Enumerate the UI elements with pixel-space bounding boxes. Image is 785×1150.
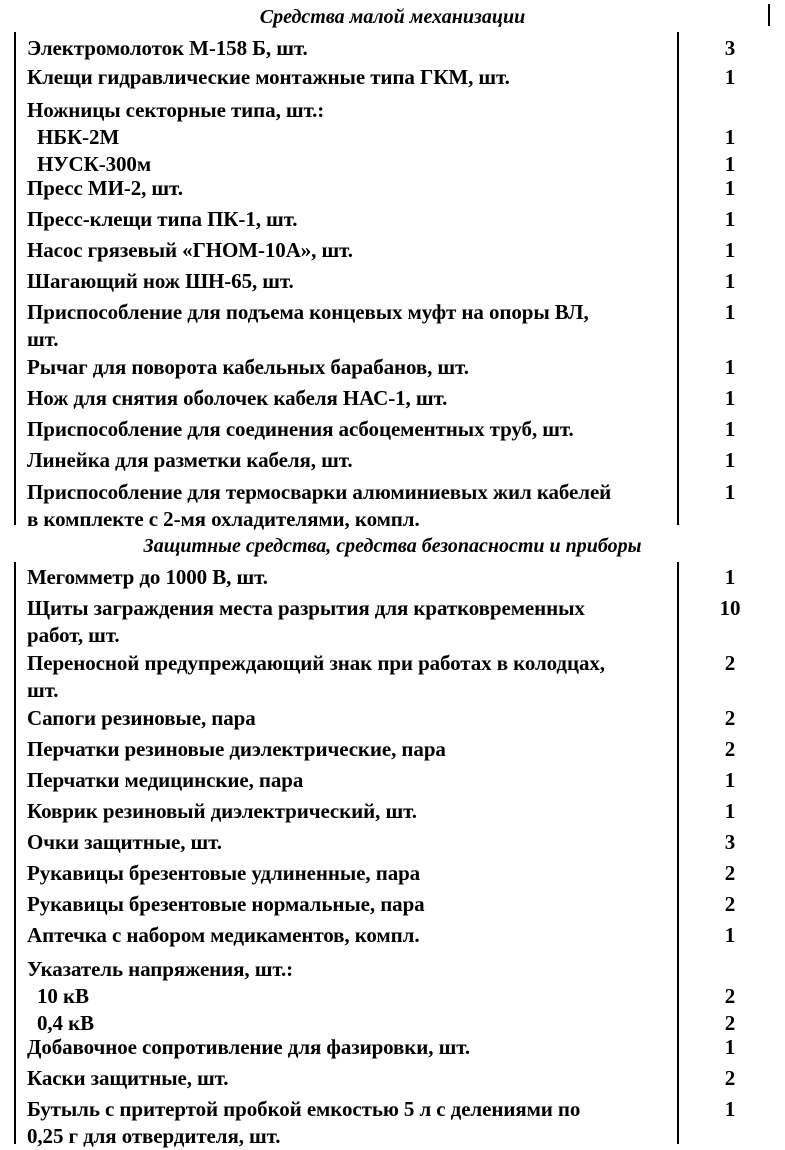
item-name [27, 564, 677, 591]
item-name-line: НБК-2М [37, 125, 120, 149]
item-quantity [690, 860, 770, 887]
item-quantity [690, 97, 770, 178]
item-name-line: 0,4 кВ [37, 1011, 95, 1035]
item-name-line: 10 кВ [37, 984, 89, 1008]
item-name-line: Указатель напряжения, шт.: [27, 957, 294, 981]
item-name-line: Бутыль с притертой пробкой емкостью 5 л с делениями по [27, 1097, 581, 1121]
item-name [27, 447, 677, 474]
item-quantity-value: 1 [724, 238, 736, 262]
item-quantity-value: 2 [724, 984, 736, 1008]
item-quantity-value: 1 [724, 300, 736, 324]
item-name-line: Рычаг для поворота кабельных барабанов, шт. [27, 355, 469, 379]
item-quantity [690, 650, 770, 677]
item-quantity [690, 829, 770, 856]
item-name-line: Приспособление для подъема концевых муфт на опоры ВЛ, [27, 300, 589, 324]
column-rule-middle-top [677, 32, 679, 525]
item-name [27, 595, 677, 649]
item-quantity-value: 1 [724, 448, 736, 472]
item-name [27, 956, 677, 1037]
item-quantity-value: 1 [724, 355, 736, 379]
item-name [27, 829, 677, 856]
item-name [27, 891, 677, 918]
item-name-line: Добавочное сопротивление для фазировки, шт. [27, 1035, 470, 1059]
item-quantity-value [690, 97, 770, 124]
section-title: Средства малой механизации [259, 6, 526, 28]
item-quantity-value: 1 [724, 768, 736, 792]
item-name [27, 1034, 677, 1061]
item-name-line: в комплекте с 2-мя охладителями, компл. [27, 507, 420, 531]
item-quantity [690, 595, 770, 622]
item-quantity-value: 1 [724, 417, 736, 441]
item-name-line: Пресс-клещи типа ПК-1, шт. [27, 207, 298, 231]
item-name-line: работ, шт. [27, 623, 120, 647]
item-name-line: Приспособление для соединения асбоцементных труб, шт. [27, 417, 574, 441]
item-name [27, 922, 677, 949]
item-name-line: Пресс МИ-2, шт. [27, 176, 183, 200]
item-quantity [690, 1034, 770, 1061]
item-name-line: шт. [27, 327, 59, 351]
item-quantity-value: 1 [724, 1097, 736, 1121]
item-quantity-value: 1 [724, 799, 736, 823]
item-name-line: Очки защитные, шт. [27, 830, 222, 854]
item-name-line: Перчатки медицинские, пара [27, 768, 304, 792]
item-quantity-value: 1 [724, 1035, 736, 1059]
item-quantity-value: 2 [724, 706, 736, 730]
item-quantity [690, 564, 770, 591]
item-quantity-value: 3 [724, 36, 736, 60]
item-quantity [690, 705, 770, 732]
item-quantity [690, 1096, 770, 1123]
item-name [27, 97, 677, 178]
item-quantity [690, 956, 770, 1037]
item-name [27, 860, 677, 887]
item-quantity-value: 1 [724, 386, 736, 410]
item-name [27, 705, 677, 732]
column-rule-middle-bottom [677, 562, 679, 1144]
section-title: Защитные средства, средства безопасности и приборы [143, 535, 642, 557]
item-quantity [690, 206, 770, 233]
item-name-line: Коврик резиновый диэлектрический, шт. [27, 799, 417, 823]
item-name [27, 650, 677, 704]
item-name [27, 798, 677, 825]
item-quantity-value: 1 [724, 176, 736, 200]
item-name [27, 1096, 677, 1150]
item-quantity [690, 237, 770, 264]
item-name-line: Линейка для разметки кабеля, шт. [27, 448, 353, 472]
item-name-line: Щиты заграждения места разрытия для кратковременных [27, 596, 585, 620]
item-quantity [690, 736, 770, 763]
item-name-line: Мегомметр до 1000 В, шт. [27, 565, 268, 589]
item-name-line: Каски защитные, шт. [27, 1066, 229, 1090]
item-name [27, 416, 677, 443]
item-name [27, 1065, 677, 1092]
item-quantity-value: 1 [724, 565, 736, 589]
item-name-line: Перчатки резиновые диэлектрические, пара [27, 737, 446, 761]
item-name-line: Аптечка с набором медикаментов, компл. [27, 923, 420, 947]
item-quantity-value: 3 [724, 830, 736, 854]
item-name-line: Приспособление для термосварки алюминиевых жил кабелей [27, 480, 612, 504]
item-name-line: Клещи гидравлические монтажные типа ГКМ, шт. [27, 65, 510, 89]
item-name-line: Переносной предупреждающий знак при работах в колодцах, [27, 651, 605, 675]
item-name-line: Насос грязевый «ГНОМ-10А», шт. [27, 238, 353, 262]
item-quantity [690, 891, 770, 918]
item-quantity-value: 1 [724, 152, 736, 176]
item-name-line: Рукавицы брезентовые удлиненные, пара [27, 861, 421, 885]
item-quantity-value: 1 [724, 65, 736, 89]
item-quantity [690, 767, 770, 794]
item-name-line: Ножницы секторные типа, шт.: [27, 98, 325, 122]
item-name [27, 385, 677, 412]
item-quantity-value: 2 [724, 861, 736, 885]
item-quantity [690, 385, 770, 412]
item-quantity [690, 175, 770, 202]
item-quantity [690, 35, 770, 62]
item-quantity [690, 64, 770, 91]
item-name-line: Электромолоток М-158 Б, шт. [27, 36, 308, 60]
item-name [27, 64, 677, 91]
item-quantity-value: 2 [724, 1066, 736, 1090]
item-quantity-value: 1 [724, 923, 736, 947]
item-name-line: Шагающий нож ШН-65, шт. [27, 269, 294, 293]
item-name [27, 175, 677, 202]
item-quantity-value: 2 [724, 1011, 736, 1035]
item-name [27, 299, 677, 353]
item-name [27, 268, 677, 295]
item-quantity [690, 447, 770, 474]
item-quantity-value: 1 [724, 269, 736, 293]
item-quantity [690, 479, 770, 506]
item-name [27, 354, 677, 381]
item-quantity [690, 416, 770, 443]
item-quantity-value: 2 [724, 892, 736, 916]
item-quantity-value: 1 [724, 125, 736, 149]
item-quantity [690, 354, 770, 381]
item-quantity-value: 2 [724, 651, 736, 675]
column-rule-left-top [14, 32, 16, 525]
item-quantity-value: 10 [719, 596, 741, 620]
item-name [27, 736, 677, 763]
item-name [27, 479, 677, 533]
item-name-line: Рукавицы брезентовые нормальные, пара [27, 892, 425, 916]
item-quantity-value: 1 [724, 480, 736, 504]
item-quantity [690, 299, 770, 326]
item-quantity [690, 922, 770, 949]
item-name [27, 237, 677, 264]
item-quantity [690, 268, 770, 295]
item-name-line: НУСК-300м [37, 152, 152, 176]
item-name [27, 767, 677, 794]
item-name-line: 0,25 г для отвердителя, шт. [27, 1124, 281, 1148]
item-name [27, 35, 677, 62]
item-quantity-value: 2 [724, 737, 736, 761]
item-name [27, 206, 677, 233]
item-quantity [690, 798, 770, 825]
item-quantity-value: 1 [724, 207, 736, 231]
item-name-line: Нож для снятия оболочек кабеля НАС-1, шт. [27, 386, 448, 410]
item-quantity-value [690, 956, 770, 983]
item-quantity [690, 1065, 770, 1092]
column-rule-left-bottom [14, 562, 16, 1144]
item-name-line: Сапоги резиновые, пара [27, 706, 256, 730]
item-name-line: шт. [27, 678, 59, 702]
